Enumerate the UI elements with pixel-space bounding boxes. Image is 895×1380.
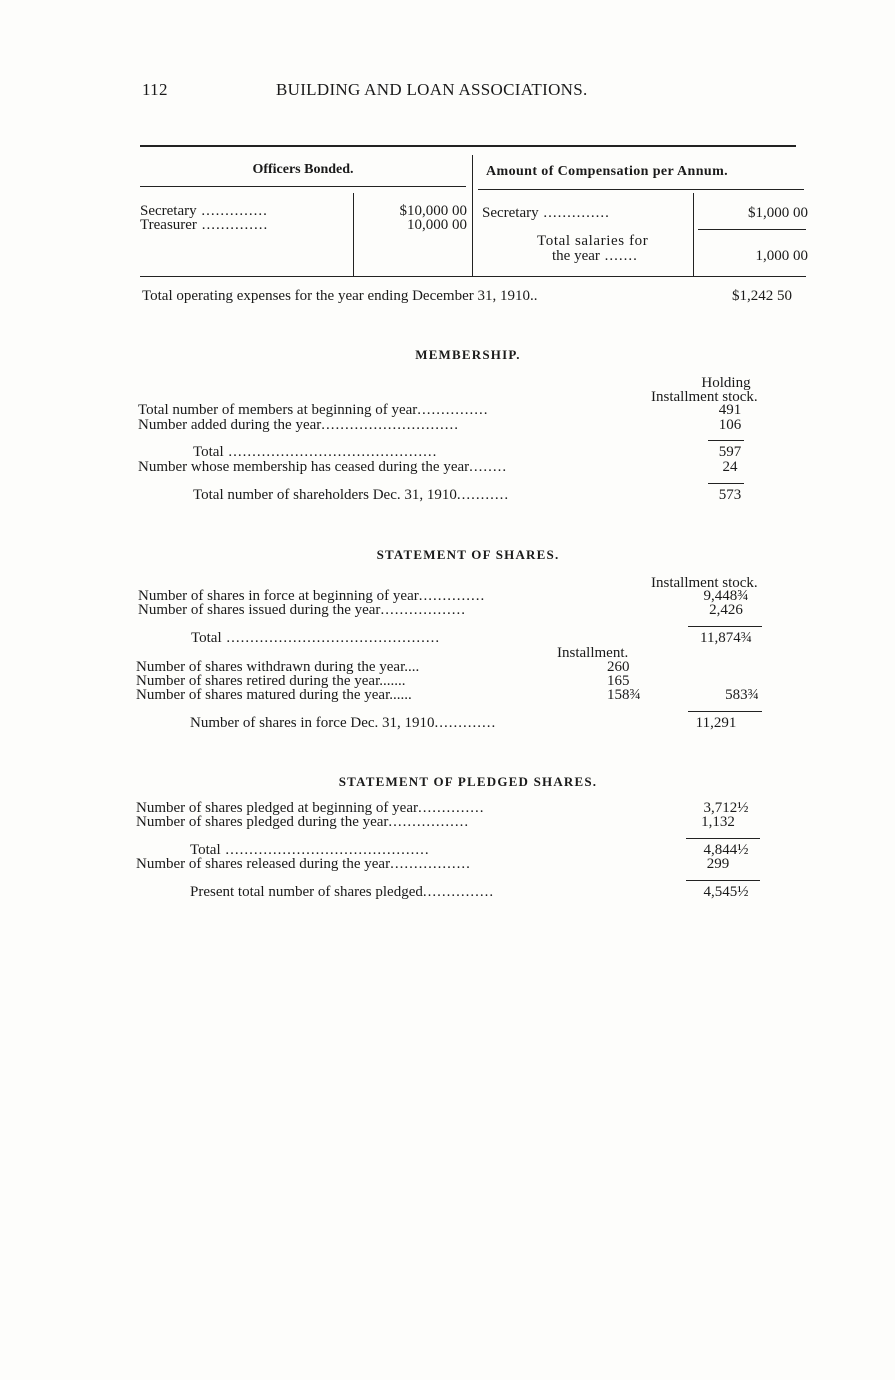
membership-value: 106 — [718, 417, 742, 433]
running-title: BUILDING AND LOAN ASSOCIATIONS. — [276, 80, 588, 99]
pledged-row: Number of shares released during the year................. — [136, 856, 471, 872]
shares-value: 11,874¾ — [700, 630, 752, 646]
membership-col-header: Holding — [701, 375, 751, 391]
membership-value: 573 — [718, 487, 742, 503]
membership-col-header: Installment stock. — [651, 389, 758, 405]
membership-row: Number added during the year............................. — [138, 417, 460, 433]
pledged-row: Number of shares pledged during the year................. — [136, 814, 470, 830]
shares-row: Number of shares withdrawn during the year.... — [136, 659, 420, 675]
shares-row: Number of shares retired during the year....... — [136, 673, 406, 689]
shares-value: 583¾ — [725, 687, 759, 703]
bonded-row: Secretary .............. — [140, 203, 268, 219]
shares-title: STATEMENT OF SHARES. — [376, 547, 560, 562]
pledged-row: Present total number of shares pledged............... — [190, 884, 495, 900]
membership-row: Total number of shareholders Dec. 31, 1910........... — [193, 487, 510, 503]
bonded-row: Treasurer .............. — [140, 217, 269, 233]
membership-row: Total number of members at beginning of year............... — [138, 402, 489, 418]
pledged-value: 4,844½ — [703, 842, 749, 858]
shares-row: Number of shares issued during the year.................. — [138, 602, 466, 618]
shares-row: Total ............................................. — [191, 630, 441, 646]
compensation-header: Amount of Compensation per Annum. — [486, 164, 729, 179]
membership-row: Total ............................................ — [193, 444, 438, 460]
shares-value: 11,291 — [695, 715, 737, 731]
membership-value: 491 — [718, 402, 742, 418]
pledged-value: 3,712½ — [703, 800, 749, 816]
pledged-value: 299 — [706, 856, 730, 872]
bonded-amount: 10,000 00 — [407, 217, 467, 233]
pledged-row: Total ........................................... — [190, 842, 430, 858]
membership-row: Number whose membership has ceased during the year........ — [138, 459, 508, 475]
membership-title: MEMBERSHIP. — [415, 347, 521, 362]
shares-value: 2,426 — [709, 602, 743, 618]
pledged-title: STATEMENT OF PLEDGED SHARES. — [338, 774, 598, 789]
shares-row: Number of shares in force at beginning of year.............. — [138, 588, 486, 604]
total-salaries-label: Total salaries for — [537, 233, 649, 249]
shares-sub-value: 260 — [607, 659, 630, 675]
membership-value: 597 — [718, 444, 742, 460]
page-number: 112 — [142, 80, 168, 99]
shares-col-header: Installment stock. — [651, 575, 758, 591]
officers-bonded-header: Officers Bonded. — [252, 162, 354, 177]
shares-sub-value: 165 — [607, 673, 630, 689]
pledged-row: Number of shares pledged at beginning of year.............. — [136, 800, 485, 816]
shares-row: Number of shares in force Dec. 31, 1910............. — [190, 715, 497, 731]
shares-value: 9,448¾ — [703, 588, 749, 604]
shares-sub-header: Installment. — [557, 645, 629, 661]
operating-expenses-label: Total operating expenses for the year ending December 31, 1910.. — [142, 288, 538, 304]
shares-row: Number of shares matured during the year...... — [136, 687, 412, 703]
membership-value: 24 — [722, 459, 738, 475]
pledged-value: 1,132 — [701, 814, 735, 830]
operating-expenses-amount: $1,242 50 — [732, 288, 792, 304]
total-salaries-label: the year ....... — [552, 248, 638, 264]
compensation-amount: $1,000 00 — [748, 205, 808, 221]
pledged-value: 4,545½ — [703, 884, 749, 900]
total-salaries-amount: 1,000 00 — [755, 248, 808, 264]
compensation-row: Secretary .............. — [482, 205, 610, 221]
shares-sub-value: 158¾ — [607, 687, 641, 703]
bonded-amount: $10,000 00 — [399, 203, 467, 219]
